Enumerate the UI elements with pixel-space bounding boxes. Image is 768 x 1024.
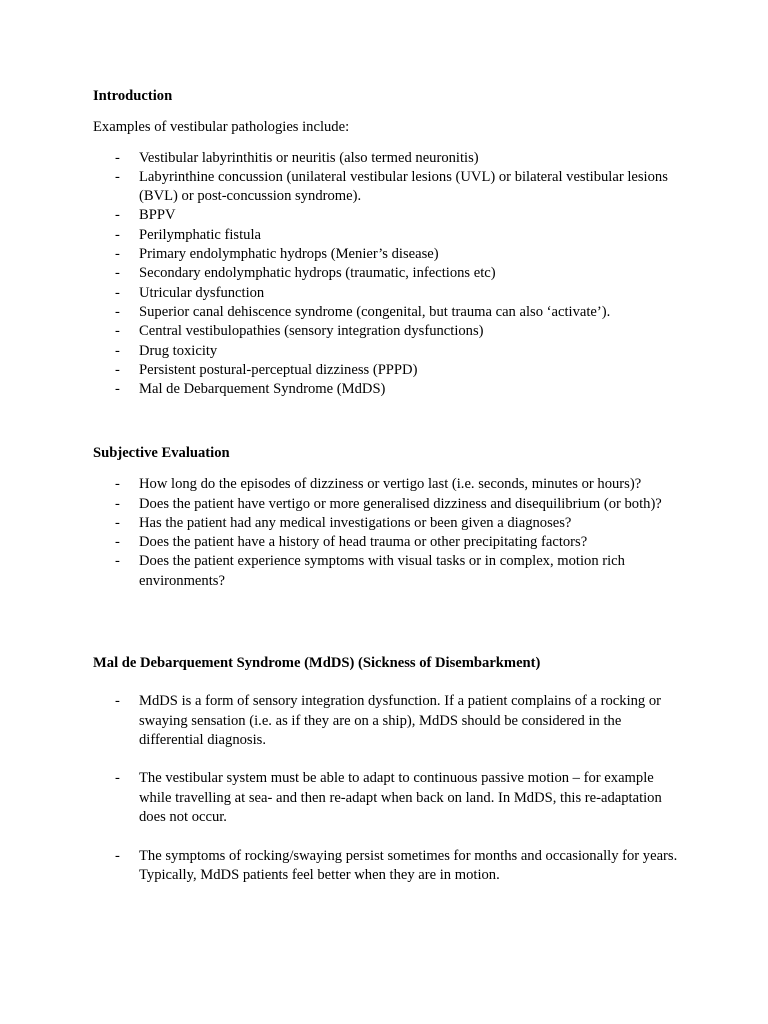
list-item: - Mal de Debarquement Syndrome (MdDS) — [93, 380, 683, 399]
list-item: - Utricular dysfunction — [93, 284, 683, 303]
list-item: - How long do the episodes of dizziness or vertigo last (i.e. seconds, minutes or hours)? — [93, 475, 683, 494]
list-item: - Perilymphatic fistula — [93, 226, 683, 245]
subjective-question-list — [93, 475, 683, 591]
mdds-heading: Mal de Debarquement Syndrome (MdDS) (Sickness of Disembarkment) — [93, 655, 541, 671]
mdds-list — [93, 692, 683, 885]
introduction-heading: Introduction — [93, 88, 173, 104]
introduction-section — [93, 87, 683, 399]
pathology-list — [93, 149, 683, 400]
list-item: - Does the patient experience symptoms with visual tasks or in complex, motion rich environments? — [93, 552, 683, 591]
list-item: - Drug toxicity — [93, 342, 683, 361]
subjective-evaluation-section — [93, 444, 683, 591]
list-item: - Does the patient have vertigo or more generalised dizziness and disequilibrium (or both)? — [93, 495, 683, 514]
list-item: - Vestibular labyrinthitis or neuritis (also termed neuronitis) — [93, 149, 683, 168]
list-item: - The vestibular system must be able to adapt to continuous passive motion – for example while travelling at sea- and then re-adapt when back on land. In MdDS, this re-adaptation does not occur. — [93, 769, 683, 827]
list-item: - MdDS is a form of sensory integration dysfunction. If a patient complains of a rocking or swaying sensation (i.e. as if they are on a ship), MdDS should be considered in the differential diagnosis. — [93, 692, 683, 750]
subjective-evaluation-heading: Subjective Evaluation — [93, 445, 230, 461]
list-item: - The symptoms of rocking/swaying persist sometimes for months and occasionally for years. Typically, MdDS patients feel better when they are in motion. — [93, 847, 683, 886]
list-item: - Persistent postural-perceptual dizziness (PPPD) — [93, 361, 683, 380]
list-item: - Does the patient have a history of head trauma or other precipitating factors? — [93, 533, 683, 552]
list-item: - Superior canal dehiscence syndrome (congenital, but trauma can also ‘activate’). — [93, 303, 683, 322]
list-item: - Central vestibulopathies (sensory integration dysfunctions) — [93, 322, 683, 341]
list-item: - Has the patient had any medical investigations or been given a diagnoses? — [93, 514, 683, 533]
list-item: - BPPV — [93, 206, 683, 225]
introduction-lead: Examples of vestibular pathologies include: — [93, 119, 350, 136]
list-item: - Primary endolymphatic hydrops (Menier’s disease) — [93, 245, 683, 264]
mdds-section — [93, 654, 683, 905]
list-item: - Secondary endolymphatic hydrops (traumatic, infections etc) — [93, 264, 683, 283]
list-item: - Labyrinthine concussion (unilateral vestibular lesions (UVL) or bilateral vestibular lesions (BVL) or post-concussion syndrome). — [93, 168, 683, 207]
